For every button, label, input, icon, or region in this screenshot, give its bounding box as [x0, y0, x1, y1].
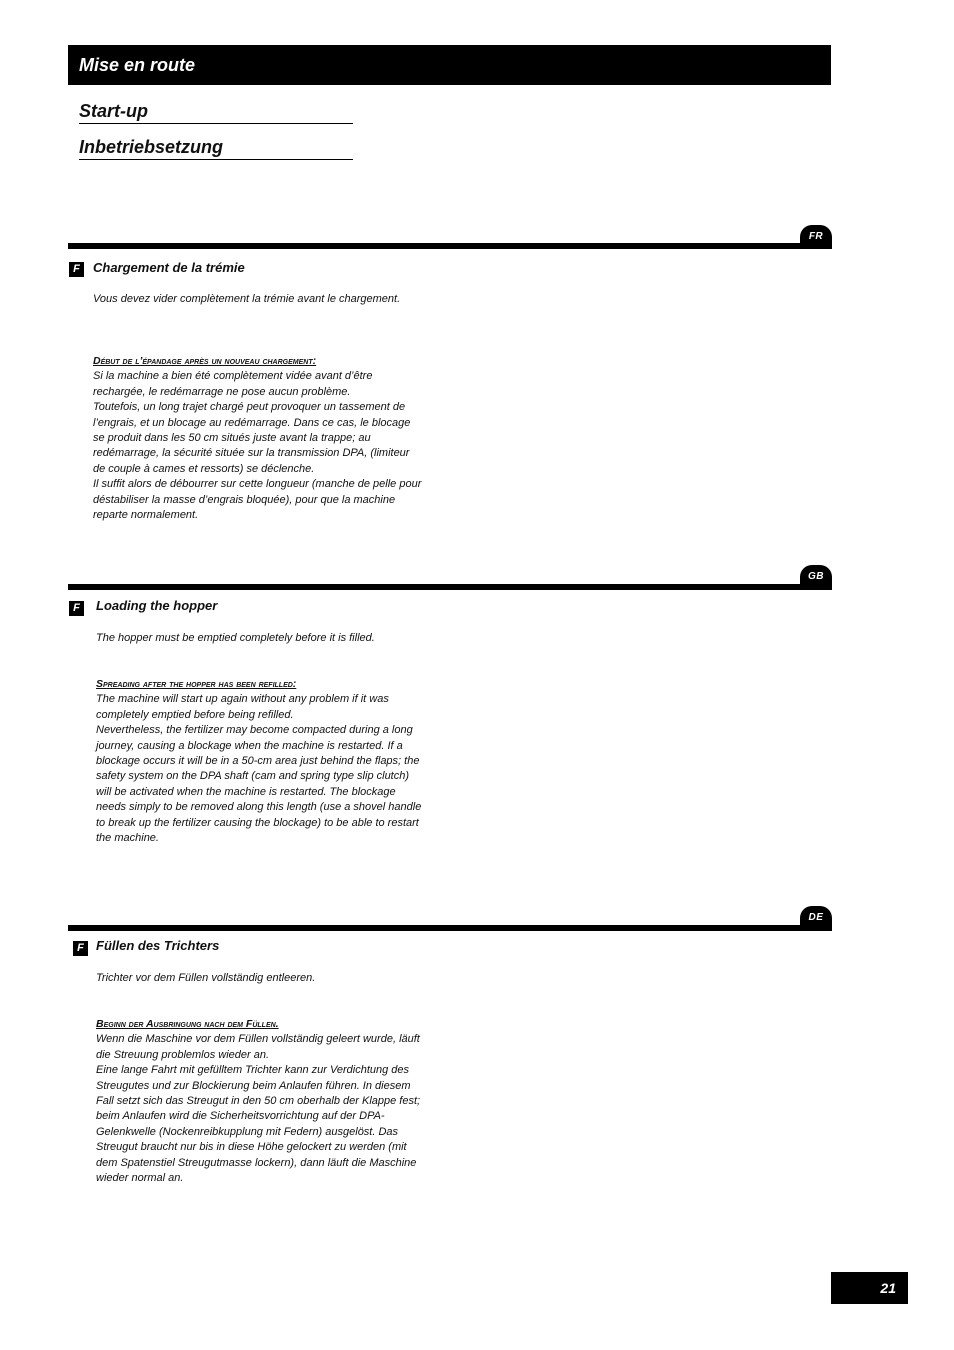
section-body-gb: The machine will start up again without any problem if it was completely emptied before being refilled. Nevertheless, the fertilizer may become compacted during a long journey, causing a blockage when the machine is restarted. If a blockage occurs it will be in a 50-cm area just behind the flaps; the safety system on the DPA shaft (cam and spring type slip clutch) will be activated when the machine is restarted. The blockage needs simply to be removed along this length (use a shovel handle to break up the fertilizer causing the blockage) to be able to restart the machine.: [96, 693, 422, 845]
section-content-de: [96, 1017, 426, 1186]
section-body-de: Wenn die Maschine vor dem Füllen vollständig geleert wurde, läuft die Streuung problemlos wieder an. Eine lange Fahrt mit gefülltem Trichter kann zur Verdichtung des Streugutes und zur Blockierung beim Anlaufen führen. In diesem Fall setzt sich das Streugut in den 50 cm oberhalb der Klappe fest; beim Anlaufen wird die Sicherheitsvorrichtung auf der DPA-Gelenkwelle (Nockenreibkupplung mit Federn) ausgelöst. Das Streugut braucht nur bis in diese Höhe gelockert zu werden (mit dem Spatenstiel Streugutmasse lockern), dann läuft die Maschine wieder normal an.: [96, 1033, 421, 1185]
section-content-fr: [93, 354, 423, 523]
section-title-fr: Chargement de la trémie: [93, 260, 245, 275]
section-title-gb: Loading the hopper: [96, 598, 218, 613]
section-subheading-de: Beginn der Ausbringung nach dem Füllen.: [96, 1018, 279, 1030]
f-icon: F: [73, 941, 88, 956]
page-number-box: [831, 1272, 908, 1304]
section-title-de: Füllen des Trichters: [96, 938, 220, 953]
lang-badge-de: DE: [800, 906, 832, 930]
section-intro-gb: The hopper must be emptied completely before it is filled.: [96, 632, 375, 644]
section-divider: [68, 243, 832, 249]
section-divider: [68, 925, 832, 931]
f-icon: F: [69, 262, 84, 277]
section-intro-fr: Vous devez vider complètement la trémie avant le chargement.: [93, 293, 401, 305]
section-content-gb: [96, 677, 426, 846]
section-intro-de: Trichter vor dem Füllen vollständig entleeren.: [96, 972, 316, 984]
lang-badge-gb: GB: [800, 565, 832, 589]
section-subheading-fr: Début de l’épandage après un nouveau chargement:: [93, 355, 317, 367]
page-title: Mise en route: [79, 55, 196, 75]
section-divider: [68, 584, 832, 590]
subtitle-english: Start-up: [79, 100, 353, 124]
page-number: 21: [880, 1280, 896, 1296]
lang-badge-fr: FR: [800, 225, 832, 249]
subtitle-german: Inbetriebsetzung: [79, 136, 353, 160]
f-icon: F: [69, 601, 84, 616]
section-body-fr: Si la machine a bien été complètement vidée avant d’être rechargée, le redémarrage ne pose aucun problème. Toutefois, un long trajet chargé peut provoquer un tassement de l’engrais, et un blocage au redémarrage. Dans ce cas, le blocage se produit dans les 50 cm situés juste avant la trappe; au redémarrage, la sécurité située sur la transmission DPA, (limiteur de couple à cames et ressorts) se déclenche. Il suffit alors de débourrer sur cette longueur (manche de pelle pour déstabiliser la masse d’engrais bloquée), pour que la machine reparte normalement.: [93, 370, 422, 522]
header-bar: [68, 45, 831, 85]
section-subheading-gb: Spreading after the hopper has been refilled:: [96, 678, 297, 690]
